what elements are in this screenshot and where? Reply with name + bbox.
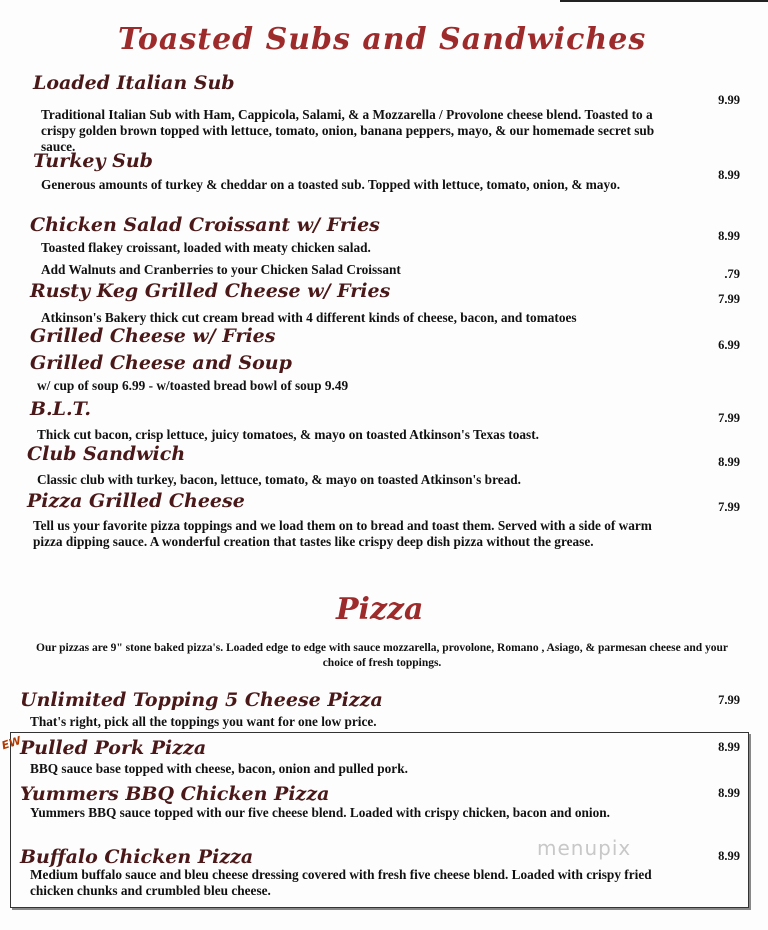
menu-item-price: 7.99: [718, 411, 740, 425]
menu-item-price: 7.99: [718, 693, 740, 707]
pizza-intro-note: Our pizzas are 9" stone baked pizza's. Loaded edge to edge with sauce mozzarella, provolone, Romano , Asiago, & parmesan cheese and your choice of fresh toppings.: [36, 642, 728, 669]
menu-item-price: 7.99: [718, 292, 740, 306]
menu-item-name: Turkey Sub: [33, 150, 153, 172]
menu-item-name: Unlimited Topping 5 Cheese Pizza: [20, 689, 383, 711]
menu-item-desc: Medium buffalo sauce and bleu cheese dressing covered with fresh five cheese blend. Loaded with crispy fried chicken chunks and crumbled bleu cheese.: [30, 867, 652, 898]
menu-item-price: 8.99: [718, 168, 740, 182]
menu-item-name: Chicken Salad Croissant w/ Fries: [30, 214, 380, 236]
menu-item-desc: Generous amounts of turkey & cheddar on a toasted sub. Topped with lettuce, tomato, onion, & mayo.: [41, 177, 621, 192]
menu-item-name: Pizza Grilled Cheese: [27, 490, 245, 512]
menu-item-name: Loaded Italian Sub: [33, 72, 235, 94]
menu-item-name: Grilled Cheese w/ Fries: [30, 325, 276, 347]
menu-item-name: Pulled Pork Pizza: [20, 737, 207, 759]
menu-item-price: 8.99: [718, 229, 740, 243]
menu-item-price: 6.99: [718, 338, 740, 352]
menu-item-price: 8.99: [718, 786, 740, 800]
menu-item-desc: Atkinson's Bakery thick cut cream bread with 4 different kinds of cheese, bacon, and tomatoes: [41, 310, 577, 325]
menu-item-desc: w/ cup of soup 6.99 - w/toasted bread bowl of soup 9.49: [37, 378, 349, 393]
menu-item-name: Rusty Keg Grilled Cheese w/ Fries: [30, 280, 391, 302]
menu-item-desc: Yummers BBQ sauce topped with our five cheese blend. Loaded with crispy chicken, bacon and onion.: [30, 805, 610, 820]
menu-item-desc: BBQ sauce base topped with cheese, bacon, onion and pulled pork.: [30, 761, 408, 776]
menu-item-name: B.L.T.: [30, 398, 91, 420]
menu-item-desc: Tell us your favorite pizza toppings and we load them on to bread and toast them. Served with a side of warm pizza dipping sauce. A wonderful creation that tastes like crispy deep dish pizza without the grease.: [33, 518, 652, 549]
menu-item-price: 8.99: [718, 849, 740, 863]
top-edge-line: [560, 0, 768, 2]
menu-item-name: Yummers BBQ Chicken Pizza: [20, 783, 330, 805]
menu-item-desc: That's right, pick all the toppings you want for one low price.: [30, 714, 377, 729]
menu-item-price: 8.99: [718, 455, 740, 469]
menu-item-desc: Classic club with turkey, bacon, lettuce, tomato, & mayo on toasted Atkinson's bread.: [37, 472, 521, 487]
menu-item-price: 8.99: [718, 740, 740, 754]
menu-item-name: Grilled Cheese and Soup: [30, 352, 292, 374]
menu-item-desc: Toasted flakey croissant, loaded with meaty chicken salad.: [41, 240, 371, 255]
watermark-text: menupix: [537, 836, 632, 860]
subs-section-title: Toasted Subs and Sandwiches: [118, 22, 647, 57]
menu-item-name: Club Sandwich: [27, 443, 186, 465]
menu-item-desc: Traditional Italian Sub with Ham, Cappicola, Salami, & a Mozzarella / Provolone cheese blend. Toasted to a crispy golden brown topped with lettuce, tomato, onion, banana peppers, mayo, & our homemade secret sub sauce.: [41, 107, 655, 154]
menu-item-desc: Thick cut bacon, crisp lettuce, juicy tomatoes, & mayo on toasted Atkinson's Texas toast.: [37, 427, 539, 442]
pizza-section-title: Pizza: [336, 592, 424, 627]
menu-item-price: 9.99: [718, 93, 740, 107]
new-badge: EW: [0, 733, 23, 753]
menu-item-addon: Add Walnuts and Cranberries to your Chicken Salad Croissant: [41, 262, 401, 277]
menu-item-name: Buffalo Chicken Pizza: [20, 846, 254, 868]
menu-item-price: 7.99: [718, 500, 740, 514]
menu-item-addon-price: .79: [724, 267, 740, 281]
